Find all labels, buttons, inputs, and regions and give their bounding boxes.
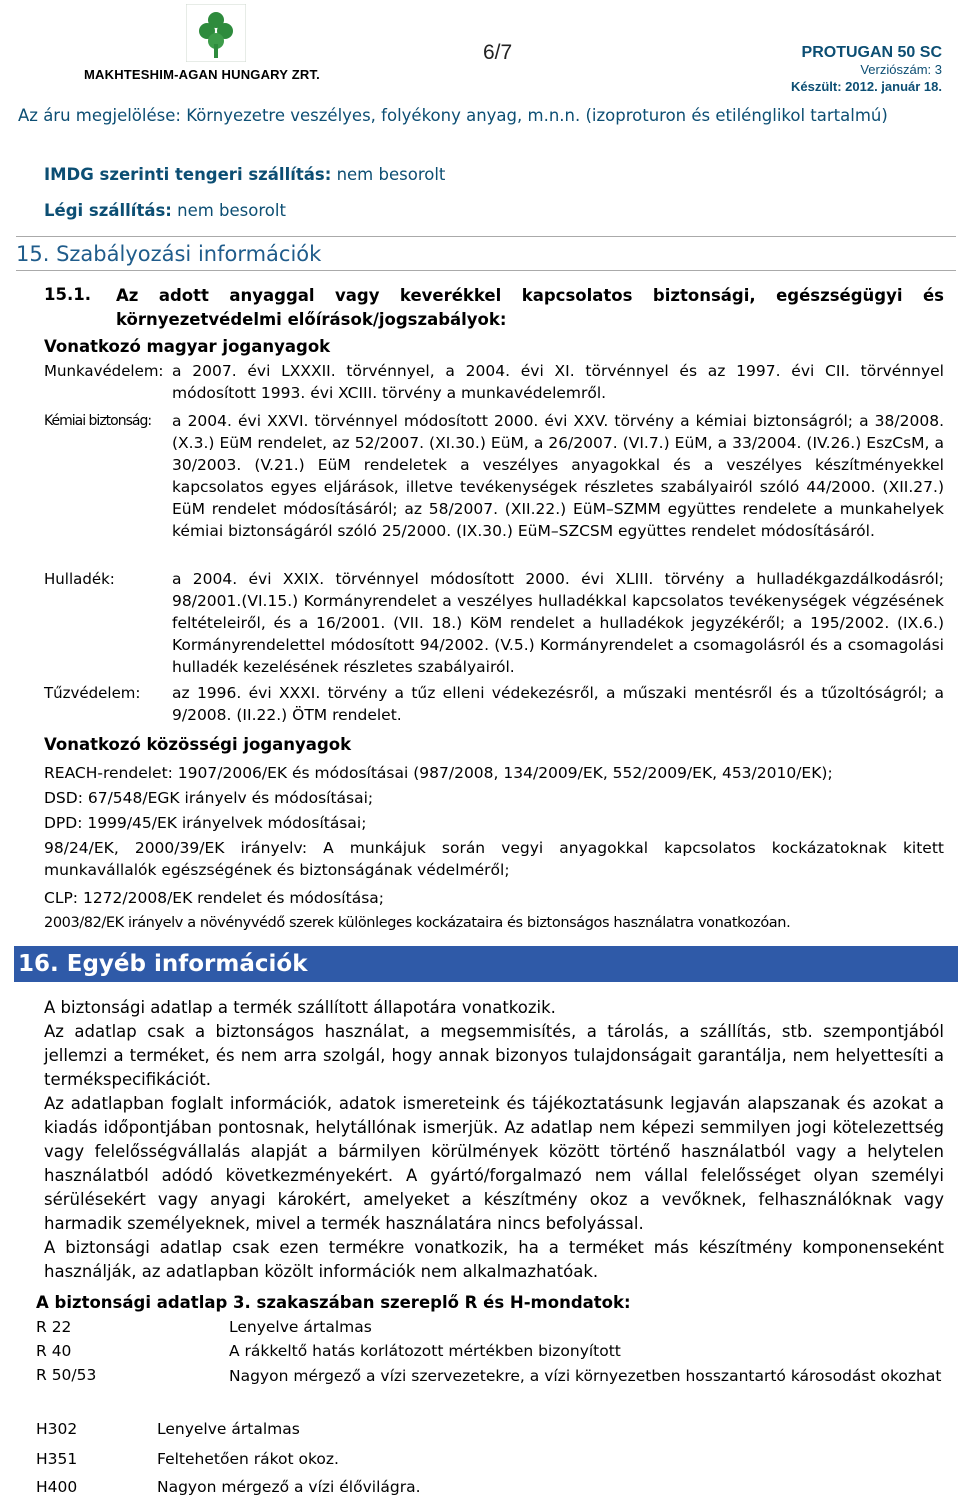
info-paragraph: A biztonsági adatlap a termék szállított állapotára vonatkozik. xyxy=(44,998,556,1017)
eu-law-list xyxy=(44,762,944,937)
h-phrase-text: Feltehetően rákot okoz. xyxy=(157,1450,339,1468)
chemical-safety-text: a 2004. évi XXVI. törvénnyel módosított 2000. évi XXV. törvény a kémiai biztonságról; a 38/2008. (X.3.) EüM rendelet, az 52/2007. (XI.30.) EüM, a 26/2007. (VI.7.) EüM, a 33/2004. (IV.26.) EszCsM, a 30/2003. (V.21.) EüM rendeletek a veszélyes anyagokkal és a veszélyes készítményekkel kapcsolatos egyes eljárások, illetve tevékenységek részletes szabályairól szóló 44/2000. (XII.27.) EüM rendelet módosításáról; az 58/2007. (XII.22.) EüM–SZMM együttes rendelete a munkahelyek kémiai biztonságáról szóló 25/2000. (IX.30.) EüM–SZCSM együttes rendelet módosításáról. xyxy=(172,412,944,540)
phrases-heading: A biztonsági adatlap 3. szakaszában szereplő R és H-mondatok: xyxy=(36,1293,631,1312)
section-16-title: 16. Egyéb információk xyxy=(18,951,308,977)
air-value: nem besorolt xyxy=(171,201,286,220)
r-phrase-code: R 50/53 xyxy=(36,1366,97,1384)
section-16-body xyxy=(44,996,944,1284)
company-name: MAKHTESHIM-AGAN HUNGARY ZRT. xyxy=(84,67,320,82)
section-15-1-number: 15.1. xyxy=(44,285,91,304)
air-line xyxy=(44,200,286,222)
h-phrase-text: Lenyelve ártalmas xyxy=(157,1420,300,1438)
eu-law-heading: Vonatkozó közösségi joganyagok xyxy=(44,735,352,754)
page-number: 6/7 xyxy=(483,41,513,64)
work-safety-label: Munkavédelem: xyxy=(44,362,164,380)
eu-law-item: DSD: 67/548/EGK irányelv és módosításai; xyxy=(44,789,374,807)
version-number: Verziószám: 3 xyxy=(860,62,942,77)
hungarian-law-heading: Vonatkozó magyar joganyagok xyxy=(44,337,331,356)
r-phrase-text: Nagyon mérgező a vízi szervezetekre, a vízi környezetben hosszantartó károsodást okozhat xyxy=(229,1367,942,1385)
imdg-line xyxy=(44,164,445,186)
r-phrase-code: R 40 xyxy=(36,1342,72,1360)
eu-law-item: CLP: 1272/2008/EK rendelet és módosítása; xyxy=(44,889,384,907)
eu-law-item: REACH-rendelet: 1907/2006/EK és módosításai (987/2008, 134/2009/EK, 552/2009/EK, 453/2010/EK); xyxy=(44,764,833,782)
waste-text: a 2004. évi XXIX. törvénnyel módosított 2000. évi XLIII. törvény a hulladékgazdálkodásról; 98/2001.(VI.15.) Kormányrendelet a veszélyes hulladékkal kapcsolatos tevékenységek végzésének feltételeiről, és a 16/2001. (VII. 18.) KöM rendelet a hulladékok jegyzékéről; a 195/2002. (IX.6.) Kormányrendelettel módosított 94/2002. (V.5.) Kormányrendelet a csomagolásról és a csomagolási hulladék kezelésének részletes szabályairól. xyxy=(172,570,944,676)
fire-safety-text: az 1996. évi XXXI. törvény a tűz elleni védekezésről, a műszaki mentésről és a tűzoltóságról; a 9/2008. (II.22.) ÖTM rendelet. xyxy=(172,684,944,724)
work-safety-text: a 2007. évi LXXXII. törvénnyel, a 2004. évi XI. törvénnyel és az 1997. évi CII. törvénnyel módosított 1993. évi XCIII. törvény a munkavédelemről. xyxy=(172,362,944,402)
imdg-label: IMDG szerinti tengeri szállítás: xyxy=(44,165,332,184)
eu-law-item: 2003/82/EK irányelv a növényvédő szerek különleges kockázataira és biztonságos használatra vonatkozóan. xyxy=(44,915,791,931)
eu-law-item: 98/24/EK, 2000/39/EK irányelv: A munkájuk során vegyi anyagokkal kapcsolatos kockázatoknak kitett munkavállalók egészségének és biztonságának védelméről; xyxy=(44,839,944,879)
waste-label: Hulladék: xyxy=(44,570,115,588)
info-paragraph: Az adatlap csak a biztonságos használat, a megsemmisítés, a tárolás, a szállítás, stb. szempontjából jellemzi a terméket, és nem arra szolgál, hogy annak bizonyos tulajdonságait garantálja, nem helyettesíti a termékspecifikációt. xyxy=(44,1022,944,1089)
product-name: PROTUGAN 50 SC xyxy=(801,44,942,61)
eu-law-item: DPD: 1999/45/EK irányelvek módosításai; xyxy=(44,814,367,832)
info-paragraph: A biztonsági adatlap csak ezen termékre vonatkozik, ha a terméket más készítmény komponenseként használják, az adatlapban közölt információk nem alkalmazhatóak. xyxy=(44,1238,944,1281)
air-label: Légi szállítás: xyxy=(44,201,172,220)
r-phrase-text: A rákkeltő hatás korlátozott mértékben bizonyított xyxy=(229,1342,621,1360)
h-phrase-code: H351 xyxy=(36,1450,78,1468)
r-phrase-text: Lenyelve ártalmas xyxy=(229,1318,372,1336)
section-15-title: 15. Szabályozási információk xyxy=(16,242,322,266)
info-paragraph: Az adatlapban foglalt információk, adatok ismereteink és tájékoztatásunk legjaván alapszanak és azokat a kiadás időpontjában pontosnak, helytállónak ismerjük. Az adatlap nem képezi semmilyen jogi kötelezettség vagy felelősségvállalás alapját a bármilyen körülmények között történő használatból vagy a helytelen használatból adódó következményekért. A gyártó/forgalmazó nem vállal felelősséget olyan személyi sérülésekért vagy anyagi károkért, amelyeket a készítmény okoz a vevőknek, felhasználóknak vagy harmadik személyeknek, mivel a termék használatára nincs befolyással. xyxy=(44,1094,944,1233)
goods-designation: Az áru megjelölése: Környezetre veszélyes, folyékony anyag, m.n.n. (izoproturon és etilénglikol tartalmú) xyxy=(18,106,888,125)
imdg-value: nem besorolt xyxy=(331,165,446,184)
chemical-safety-label: Kémiai biztonság: xyxy=(44,413,152,429)
section-15-1-title: Az adott anyaggal vagy keverékkel kapcsolatos biztonsági, egészségügyi és környezetvédelmi előírások/jogszabályok: xyxy=(116,286,944,329)
section-divider xyxy=(16,236,956,237)
company-logo-icon xyxy=(186,4,246,62)
h-phrase-code: H400 xyxy=(36,1478,78,1496)
h-phrase-text: Nagyon mérgező a vízi élővilágra. xyxy=(157,1478,421,1496)
section-divider xyxy=(16,270,956,271)
created-date: Készült: 2012. január 18. xyxy=(790,79,942,94)
fire-safety-label: Tűzvédelem: xyxy=(44,684,141,702)
r-phrase-code: R 22 xyxy=(36,1318,72,1336)
h-phrase-code: H302 xyxy=(36,1420,78,1438)
product-info xyxy=(791,44,942,95)
